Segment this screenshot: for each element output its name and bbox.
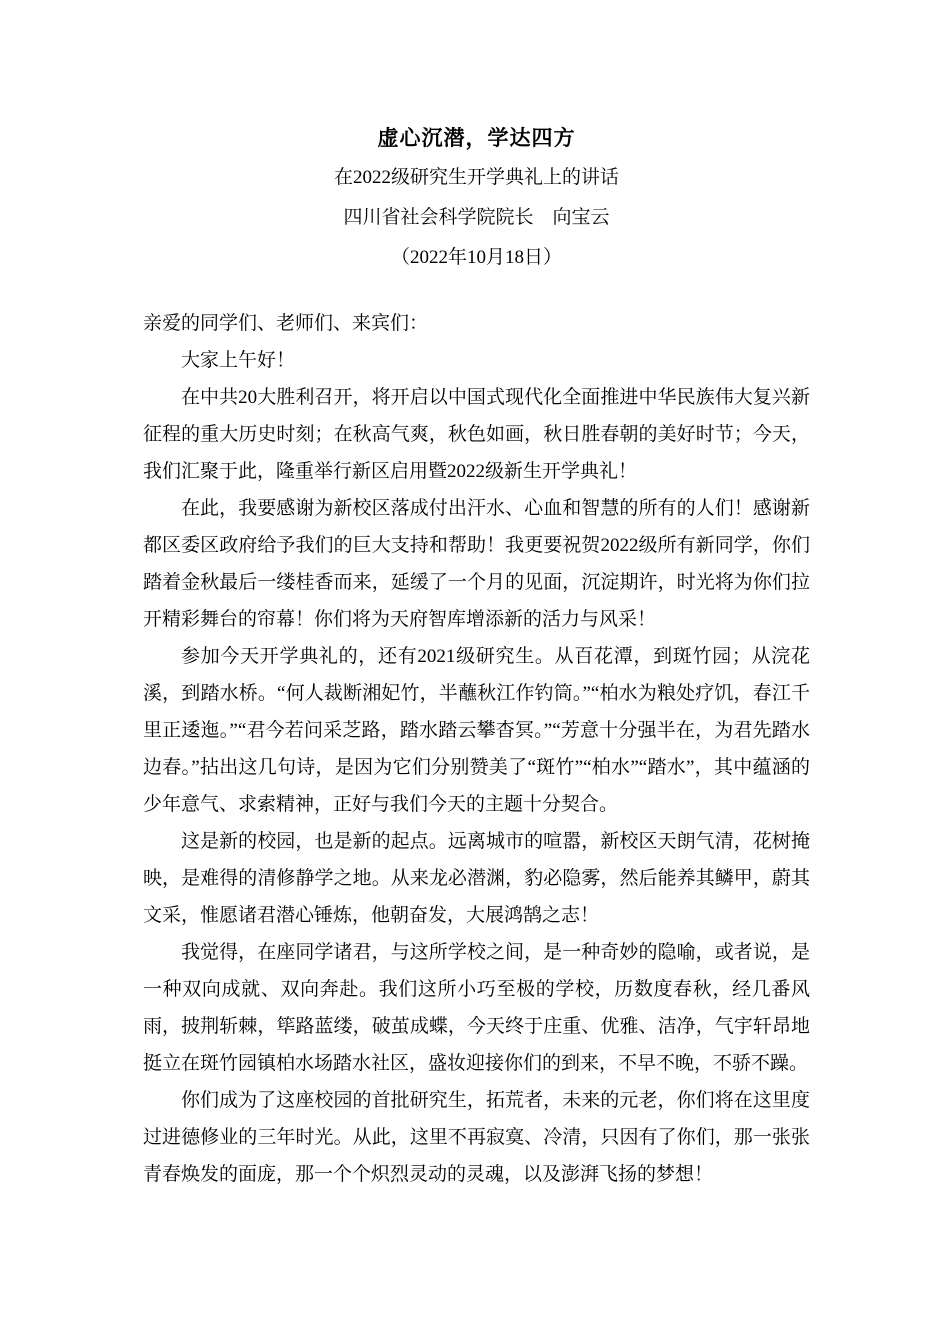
document-title: 虚心沉潜，学达四方 — [377, 126, 576, 150]
body-paragraph: 在此，我要感谢为新校区落成付出汗水、心血和智慧的所有的人们！感谢新都区委区政府给予我们的巨大支持和帮助！我更要祝贺2022级所有新同学，你们踏着金秋最后一缕桂香而来，延缓了一个月的见面，沉淀期许，时光将为你们拉开精彩舞台的帘幕！你们将为天府智库增添新的活力与风采！ — [143, 498, 810, 630]
body-paragraph: 参加今天开学典礼的，还有2021级研究生。从百花潭，到斑竹园；从浣花溪，到踏水桥。“何人裁断湘妃竹，半蘸秋江作钓筒。”“柏水为粮处疗饥，春江千里正逶迤。”“君今若问采芝路，踏水踏云攀杳冥。”“芳意十分强半在，为君先踏水边春。”拈出这几句诗，是因为它们分别赞美了“斑竹”“柏水”“踏水”，其中蕴涵的少年意气、求索精神，正好与我们今天的主题十分契合。 — [143, 646, 810, 815]
body-paragraph: 大家上午好！ — [181, 350, 296, 371]
document-date-line: （2022年10月18日） — [390, 247, 562, 268]
salutation-line: 亲爱的同学们、老师们、来宾们： — [143, 313, 429, 334]
document-author-line: 四川省社会科学院院长 向宝云 — [343, 207, 610, 228]
document-body — [143, 305, 810, 1193]
body-paragraph: 我觉得，在座同学诸君，与这所学校之间，是一种奇妙的隐喻，或者说，是一种双向成就、双向奔赴。我们这所小巧至极的学校，历数度春秋，经几番风雨，披荆斩棘，筚路蓝缕，破茧成蝶，今天终于庄重、优雅、洁净，气宇轩昂地挺立在斑竹园镇柏水场踏水社区，盛妆迎接你们的到来，不早不晚，不骄不躁。 — [143, 942, 810, 1074]
body-paragraph: 你们成为了这座校园的首批研究生，拓荒者，未来的元老，你们将在这里度过进德修业的三年时光。从此，这里不再寂寞、冷清，只因有了你们，那一张张青春焕发的面庞，那一个个炽烈灵动的灵魂，以及澎湃飞扬的梦想！ — [143, 1090, 810, 1185]
body-paragraph: 在中共20大胜利召开，将开启以中国式现代化全面推进中华民族伟大复兴新征程的重大历史时刻；在秋高气爽，秋色如画，秋日胜春朝的美好时节；今天，我们汇聚于此，隆重举行新区启用暨2022级新生开学典礼！ — [143, 387, 810, 482]
body-paragraph: 这是新的校园，也是新的起点。远离城市的喧嚣，新校区天朗气清，花树掩映，是难得的清修静学之地。从来龙必潜渊，豹必隐雾，然后能养其鳞甲，蔚其文采，惟愿诸君潜心锤炼，他朝奋发，大展鸿鹄之志！ — [143, 831, 810, 926]
document-subtitle: 在2022级研究生开学典礼上的讲话 — [333, 167, 619, 188]
